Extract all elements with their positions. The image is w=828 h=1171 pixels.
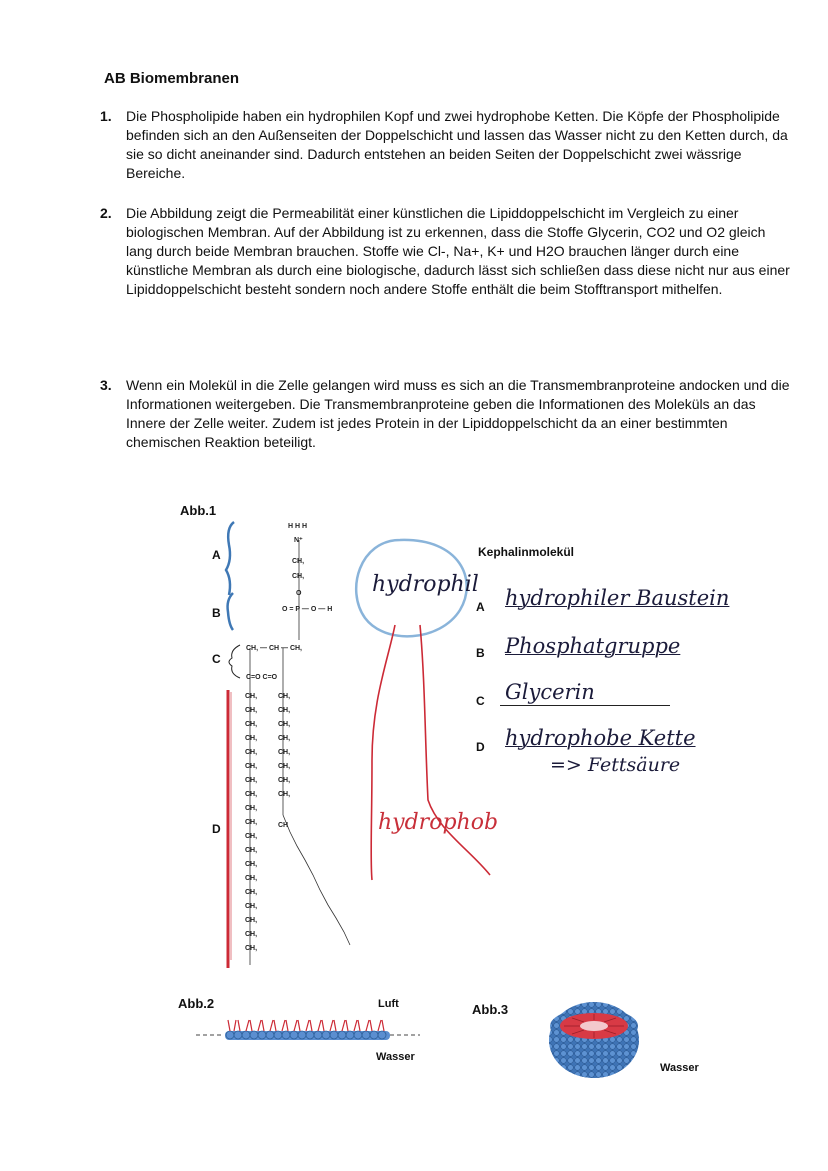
micelle-body xyxy=(549,1002,639,1078)
figure-2-wasser: Wasser xyxy=(376,1051,415,1063)
figure-1-label: Abb.1 xyxy=(180,503,217,518)
annotation-hydrophil: hydrophil xyxy=(372,572,479,597)
annotation-hydrophob: hydrophob xyxy=(378,810,499,835)
question-text: Die Phospholipide haben ein hydrophilen Kopf und zwei hydrophobe Ketten. Die Köpfe der Phospholipide befinden sich an den Außenseiten der Doppelschicht und lassen das Wasser nicht zu den Ketten durch, da sie so dicht aneinander sind. Dadurch entstehen an beiden Seiten der Doppelschicht zwei wässrige Bereiche. xyxy=(126,108,788,181)
bracket-letter-b: B xyxy=(212,606,221,620)
figure-3-wasser: Wasser xyxy=(660,1062,699,1074)
answer-b: Phosphatgruppe xyxy=(505,634,681,658)
chem-oxygen: O xyxy=(296,590,302,597)
answer-d: hydrophobe Kette xyxy=(505,726,696,750)
molecule-title: Kephalinmolekül xyxy=(478,545,575,559)
question-number: 2. xyxy=(100,205,112,221)
answer-d-extra: => Fettsäure xyxy=(550,754,681,776)
bracket-letter-a: A xyxy=(212,548,221,562)
chem-phosphate: O = P — O — H xyxy=(282,606,333,613)
question-text: Die Abbildung zeigt die Permeabilität einer künstlichen die Lipiddoppelschicht im Vergleich zu einer biologischen Membran. Auf der Abbildung ist zu erkennen, dass die Stoffe Glycerin, CO2 und O2 gleich lang durch beide Membran brauchen. Stoffe wie Cl-, Na+, K+ und H2O brauchen länger durch eine künstliche Membran als durch eine biologische, dadurch lässt sich schließen dass diese nicht nur aus einer Lipiddoppelschicht besteht sondern noch andere Stoffe enthält die beim Stofftransport mithelfen. xyxy=(126,205,790,297)
chem-chain-right: CH, CH, CH, CH, CH, CH, CH, CH, xyxy=(278,693,291,798)
question-number: 1. xyxy=(100,108,112,124)
figure-2-luft: Luft xyxy=(378,998,399,1010)
chem-ch2-1: CH, xyxy=(292,558,305,565)
bracket-letter-c: C xyxy=(212,652,221,666)
chem-ester: C=O C=O xyxy=(246,674,278,681)
answer-letter-c: C xyxy=(476,694,485,708)
figure-2-label: Abb.2 xyxy=(178,996,215,1011)
answer-letter-a: A xyxy=(476,600,485,614)
chem-ch2-2: CH, xyxy=(292,573,305,580)
answer-a: hydrophiler Baustein xyxy=(505,586,730,610)
chem-amine-hydrogens: H H H xyxy=(288,523,308,530)
answer-letter-b: B xyxy=(476,646,485,660)
chem-ch: CH xyxy=(278,822,289,829)
question-number: 3. xyxy=(100,377,112,393)
figure-3-label: Abb.3 xyxy=(472,1002,509,1017)
chem-glycerol: CH, — CH — CH, xyxy=(246,645,302,652)
chem-chain-left: CH, CH, CH, CH, CH, CH, CH, CH, CH, CH, CH, CH, CH, CH, CH, CH, CH, CH, CH, xyxy=(245,693,258,952)
answer-letter-d: D xyxy=(476,740,485,754)
question-text: Wenn ein Molekül in die Zelle gelangen wird muss es sich an die Transmembranproteine andocken und die Informationen weitergeben. Die Transmembranproteine geben die Informationen des Moleküls an das Innere der Zelle weiter. Zudem ist jedes Protein in der Lipiddoppelschicht da an einer bestimmten chemischen Reaktion beteiligt. xyxy=(126,377,790,450)
chem-nitrogen: N⁺ xyxy=(294,537,303,544)
page-title: AB Biomembranen xyxy=(104,70,240,87)
answer-c: Glycerin xyxy=(505,680,595,704)
bracket-letter-d: D xyxy=(212,822,221,836)
